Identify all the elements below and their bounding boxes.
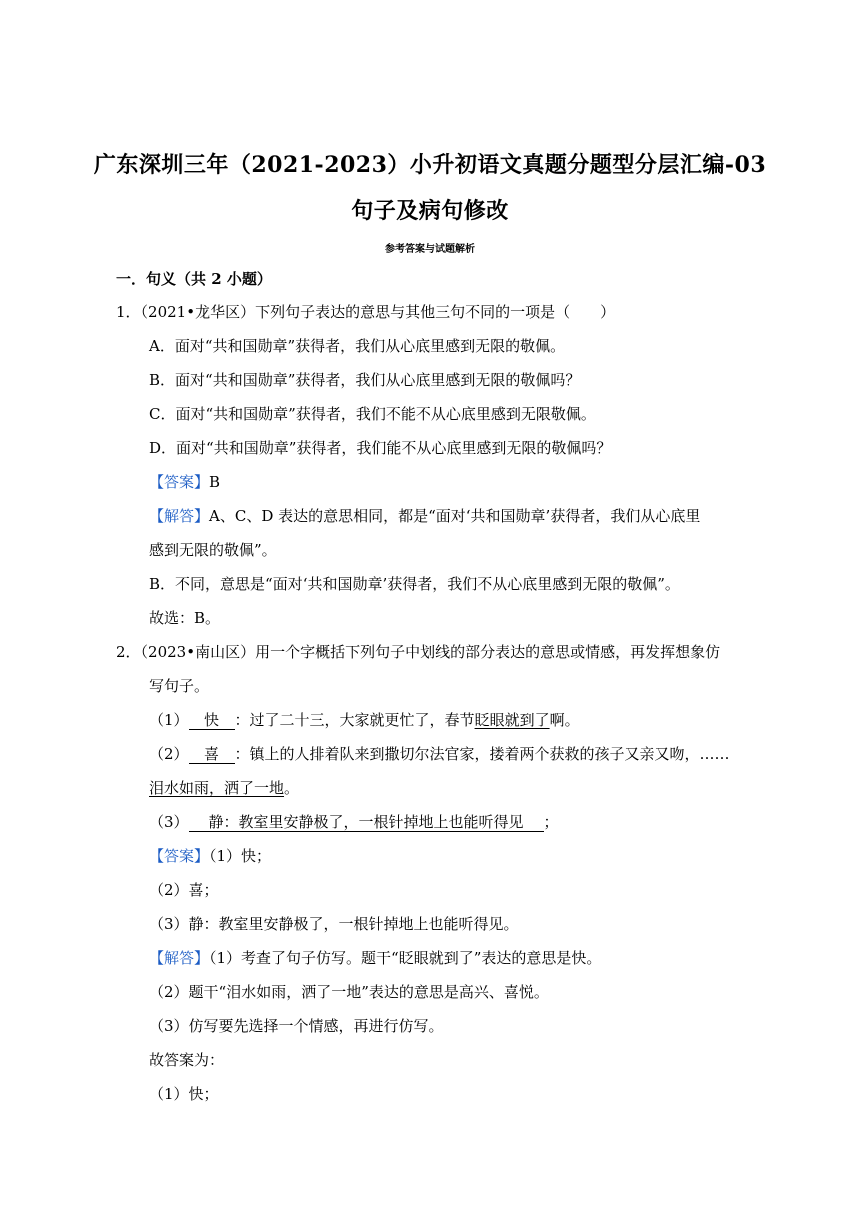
q2-item2-underlined: 泪水如雨，洒了一地 [149,779,285,797]
q2-item3-num: （3） [149,813,189,831]
q1-option-d: D．面对“共和国勋章”获得者，我们能不从心底里感到无限的敬佩吗？ [149,439,612,457]
q2-answer3: （3）静：教室里安静极了，一根针掉地上也能听得见。 [149,915,519,933]
q2-item1-text: ：过了二十三，大家就更忙了，春节 [234,711,475,729]
q2-stem-line2: 写句子。 [149,677,210,695]
q2-answer-tag: 【答案】 [149,847,210,865]
q1-analysis-tag: 【解答】 [149,507,210,525]
q1-analysis-line1: A、C、D 表达的意思相同，都是“面对‘共和国勋章’获得者，我们从心底里 [209,507,701,525]
q2-item3 [149,812,559,832]
q2-analysis2: （2）题干“泪水如雨，洒了一地”表达的意思是高兴、喜悦。 [149,983,549,1001]
q1-analysis-line2: 感到无限的敬佩”。 [149,541,277,559]
q2-item2-text: ：镇上的人排着队来到撒切尔法官家，搂着两个获救的孩子又亲又吻，…… [234,745,730,763]
q2-stem-line1: 2．（2023•南山区）用一个字概括下列句子中划线的部分表达的意思或情感，再发挥想象仿 [116,643,721,661]
doc-title-line2: 句子及病句修改 [351,198,509,224]
q1-conclusion: 故选：B。 [149,609,221,627]
q1-answer: B [209,473,221,491]
q2-item2 [149,744,730,764]
q2-analysis-row [149,948,601,968]
q2-item1-blank: 快 [189,712,235,730]
doc-subtitle: 参考答案与试题解析 [385,244,475,255]
q2-answer-row [149,846,271,866]
q1-stem: 1．（2021•龙华区）下列句子表达的意思与其他三句不同的一项是（ ） [116,303,616,321]
q2-analysis3: （3）仿写要先选择一个情感，再进行仿写。 [149,1017,444,1035]
q1-analysis-line3: B．不同，意思是“面对‘共和国勋章’获得者，我们不从心底里感到无限的敬佩”。 [149,575,680,593]
q1-option-b: B．面对“共和国勋章”获得者，我们从心底里感到无限的敬佩吗？ [149,371,581,389]
q1-answer-row [149,472,220,492]
q2-item2-end: 。 [284,779,300,797]
q2-item1-num: （1） [149,711,189,729]
q2-item1-underlined: 眨眼就到了 [474,711,550,729]
q2-conclusion: 故答案为： [149,1051,225,1069]
section-heading: 一．句义（共 2 小题） [116,270,272,288]
q2-item3-blank: 静：教室里安静极了，一根针掉地上也能听得见 [189,814,544,832]
q2-item1 [149,710,580,730]
q1-option-a: A．面对“共和国勋章”获得者，我们从心底里感到无限的敬佩。 [149,337,566,355]
q2-item1-end: 啊。 [549,711,580,729]
q2-analysis-tag: 【解答】 [149,949,210,967]
q2-final1: （1）快； [149,1085,219,1103]
q2-item2-num: （2） [149,745,189,763]
q2-answer2: （2）喜； [149,881,219,899]
q1-answer-tag: 【答案】 [149,473,210,491]
q2-analysis1: （1）考查了句子仿写。题干“眨眼就到了”表达的意思是快。 [209,949,602,967]
q2-item2-blank: 喜 [189,746,235,764]
q1-option-c: C．面对“共和国勋章”获得者，我们不能不从心底里感到无限敬佩。 [149,405,596,423]
doc-title-line1: 广东深圳三年（2021-2023）小升初语文真题分题型分层汇编-03 [93,152,767,178]
q2-item3-end: ； [543,813,559,831]
q2-item2-cont [149,778,299,798]
q1-analysis-row [149,506,700,526]
q2-answer1: （1）快； [209,847,272,865]
